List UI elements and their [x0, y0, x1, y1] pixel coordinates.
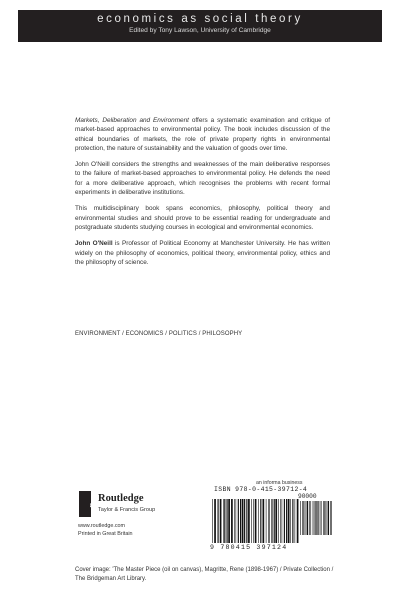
barcode-bar: [320, 501, 321, 535]
barcode-bar: [295, 499, 296, 543]
barcode-bar: [305, 501, 306, 535]
barcode-bar: [307, 501, 308, 535]
barcode-bar: [224, 499, 225, 543]
barcode-bar: [214, 499, 216, 543]
barcode-bar: [263, 499, 265, 543]
barcode-bar: [290, 499, 291, 543]
barcode-bar: [275, 499, 277, 543]
barcode-bar: [324, 501, 325, 535]
barcode-bar: [317, 501, 318, 535]
barcode-bar: [330, 501, 331, 535]
price-code: 90000: [298, 493, 317, 500]
blurb-paragraph-3: This multidisciplinary book spans economics, philosophy, political theory and environmental studies and should prove to be essential reading for undergraduate and postgraduate students studying courses in ecological and environmental economics.: [75, 205, 330, 231]
barcode-bar: [323, 501, 324, 535]
barcode-bar: [328, 501, 329, 535]
barcode-bar: [218, 499, 219, 543]
barcode-bar: [271, 499, 272, 543]
barcode-bar: [282, 499, 283, 543]
barcode-bar: [269, 499, 270, 543]
blurb-paragraph-2: John O'Neill considers the strengths and weaknesses of the main deliberative responses to the failure of market-based approaches to environmental policy. He defends the need for a more deliberative approach, which recognises the problems with recent formal experiments in deliberative institutions.: [75, 161, 330, 197]
barcode-bar: [288, 499, 290, 543]
barcode-block: [208, 486, 336, 560]
barcode-bar: [278, 499, 279, 543]
subject-categories: ENVIRONMENT / ECONOMICS / POLITICS / PHILOSOPHY: [75, 331, 243, 337]
barcode-bar: [253, 499, 254, 543]
barcode-bar: [246, 499, 247, 543]
barcode-bar: [212, 499, 213, 543]
series-header: [18, 10, 382, 42]
barcode-bar: [292, 499, 293, 543]
barcode-bar: [240, 499, 241, 543]
barcode-bar: [300, 501, 301, 535]
barcode-bar: [258, 499, 259, 543]
series-title: economics as social theory: [97, 13, 303, 25]
barcode-bar: [223, 499, 224, 543]
barcode-bar: [227, 499, 228, 543]
barcode-bar: [327, 501, 328, 535]
barcode-bar: [260, 499, 261, 543]
barcode-bar: [315, 501, 316, 535]
barcode-bar: [231, 499, 233, 543]
barcode-bar: [274, 499, 275, 543]
barcode-bar: [244, 499, 245, 543]
publisher-logo: [76, 489, 196, 519]
barcode-bar: [326, 501, 327, 535]
barcode-bar: [306, 501, 307, 535]
barcode-bar: [310, 501, 311, 535]
blurb-paragraph-1-text: offers a systematic examination and critique of market-based approaches to environmental policy. The book includes discussion of the ethical boundaries of markets, the role of private property rights in environmental protection, the nature of sustainability and the valuation of goods over time.: [75, 117, 330, 152]
author-bio: [75, 239, 330, 267]
series-editor: Edited by Tony Lawson, University of Cambridge: [129, 27, 271, 34]
barcode-bar: [220, 499, 222, 543]
barcode-icon: [212, 499, 298, 543]
author-bio-text: is Professor of Political Economy at Manchester University. He has written widely on the philosophy of economics, political theory, environmental policy, ethics and the philosophy of science.: [75, 240, 330, 266]
barcode-bar: [309, 501, 310, 535]
barcode-bar: [236, 499, 237, 543]
blurb-paragraph-1: [75, 116, 330, 153]
ean-digits: 9 780415 397124: [210, 544, 288, 551]
publisher-name: Routledge: [98, 493, 144, 504]
barcode-bar: [302, 501, 303, 535]
barcode-bar: [297, 499, 299, 543]
informa-tagline: an informa business: [256, 480, 303, 486]
barcode-bar: [234, 499, 235, 543]
barcode-bar: [268, 499, 269, 543]
barcode-bar: [255, 499, 257, 543]
barcode-bar: [286, 499, 287, 543]
barcode-bar: [321, 501, 322, 535]
blurb: [75, 116, 330, 274]
barcode-bar: [280, 499, 281, 543]
barcode-bar: [248, 499, 250, 543]
author-name: John O'Neill: [75, 240, 113, 248]
barcode-bar: [314, 501, 315, 535]
price-barcode-icon: [300, 501, 332, 535]
barcode-bar: [266, 499, 267, 543]
barcode-bar: [316, 501, 317, 535]
barcode-bar: [238, 499, 239, 543]
routledge-logo-icon: [76, 489, 97, 519]
barcode-bar: [303, 501, 304, 535]
barcode-bar: [313, 501, 314, 535]
barcode-bar: [284, 499, 285, 543]
cover-credit: Cover image: 'The Master Piece (oil on canvas), Magritte, Rene (1898-1967) / Private Collection / The Bridgeman Art Library.: [75, 567, 334, 582]
isbn-label: ISBN 978-0-415-39712-4: [214, 486, 308, 493]
barcode-bar: [331, 501, 332, 535]
svg-text:R: R: [89, 502, 97, 508]
barcode-bar: [242, 499, 244, 543]
publisher-group: Taylor & Francis Group: [98, 507, 156, 513]
publisher-url: www.routledge.com: [78, 523, 126, 529]
barcode-bar: [228, 499, 230, 543]
printed-in: Printed in Great Britain: [78, 531, 133, 537]
barcode-bar: [251, 499, 252, 543]
book-title: Markets, Deliberation and Environment: [75, 117, 189, 124]
